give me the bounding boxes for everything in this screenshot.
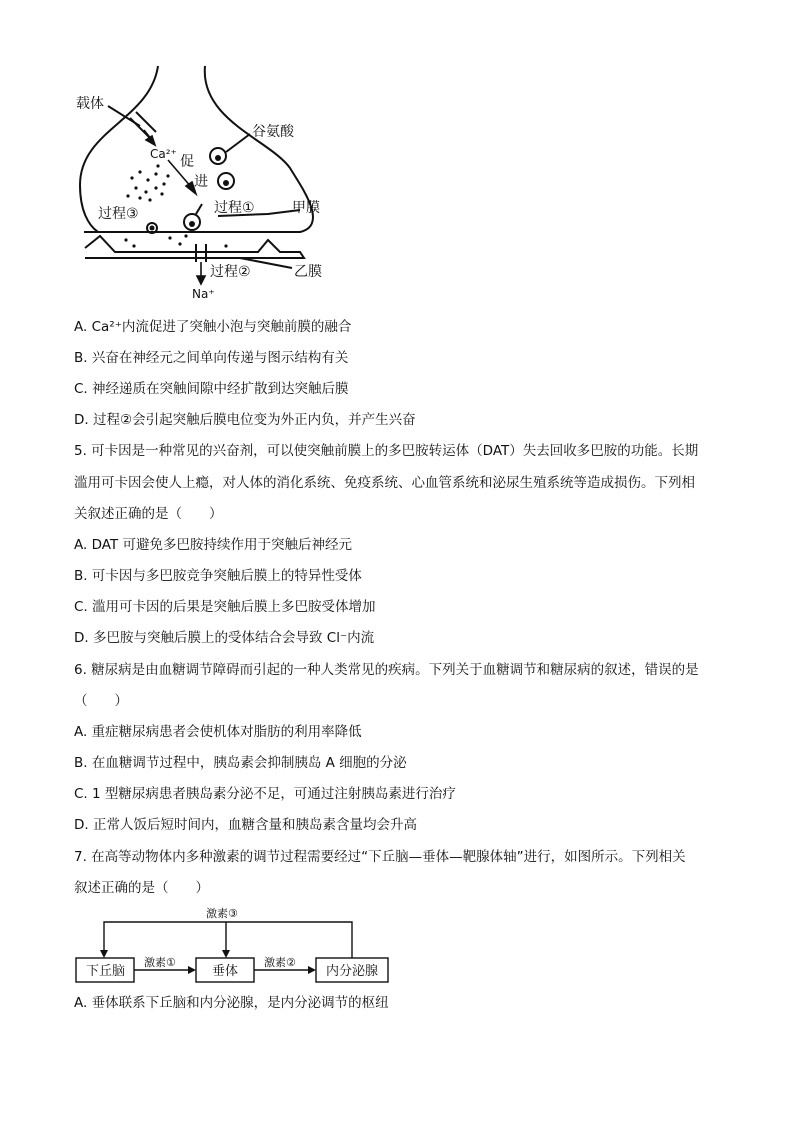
label-membrane-b: 乙膜 [294,264,322,280]
q4-option-b: B. 兴奋在神经元之间单向传递与图示结构有关 [74,350,349,366]
q6-stem-2: （ ） [74,693,128,709]
label-ca: Ca²⁺ [150,147,177,161]
q6-stem-1: 6. 糖尿病是由血糖调节障碍而引起的一种人类常见的疾病。下列关于血糖调节和糖尿病的叙述，错误的是 [74,662,699,678]
label-carrier: 载体 [76,96,104,112]
q7-option-a: A. 垂体联系下丘脑和内分泌腺，是内分泌调节的枢纽 [74,995,389,1011]
label-process3: 过程③ [98,206,139,222]
box-hypothalamus: 下丘脑 [86,964,126,979]
q5-stem-1: 5. 可卡因是一种常见的兴奋剂，可以使突触前膜上的多巴胺转运体（DAT）失去回收多巴胺的功能。长期 [74,443,699,459]
q4-option-d: D. 过程②会引起突触后膜电位变为外正内负，并产生兴奋 [74,412,416,428]
q7-stem-2: 叙述正确的是（ ） [74,880,209,896]
box-pituitary: 垂体 [212,964,239,979]
label-hormone-3: 激素③ [206,907,238,920]
label-hormone-2: 激素② [264,956,296,969]
label-na: Na⁺ [192,287,215,301]
label-process2: 过程② [210,264,251,280]
box-endocrine-gland: 内分泌腺 [326,964,379,979]
label-promote-2: 进 [194,174,208,190]
q6-option-d: D. 正常人饭后短时间内，血糖含量和胰岛素含量均会升高 [74,817,417,833]
q6-option-b: B. 在血糖调节过程中，胰岛素会抑制胰岛 A 细胞的分泌 [74,755,407,771]
q5-option-a: A. DAT 可避免多巴胺持续作用于突触后神经元 [74,537,352,553]
q4-option-c: C. 神经递质在突触间隙中经扩散到达突触后膜 [74,381,349,397]
label-hormone-1: 激素① [144,956,176,969]
label-process1: 过程① [214,200,255,216]
q5-option-b: B. 可卡因与多巴胺竞争突触后膜上的特异性受体 [74,568,362,584]
q5-option-d: D. 多巴胺与突触后膜上的受体结合会导致 Cl⁻内流 [74,630,375,646]
q5-stem-2: 滥用可卡因会使人上瘾，对人体的消化系统、免疫系统、心血管系统和泌尿生殖系统等造成损伤。下列相 [74,475,695,491]
q6-option-c: C. 1 型糖尿病患者胰岛素分泌不足，可通过注射胰岛素进行治疗 [74,786,456,802]
q7-stem-1: 7. 在高等动物体内多种激素的调节过程需要经过“下丘脑—垂体—靶腺体轴”进行，如图所示。下列相关 [74,849,686,865]
label-glutamate: 谷氨酸 [252,124,294,140]
label-membrane-a: 甲膜 [292,200,320,216]
q5-stem-3: 关叙述正确的是（ ） [74,506,223,522]
label-promote-1: 促 [180,154,194,170]
q6-option-a: A. 重症糖尿病患者会使机体对脂肪的利用率降低 [74,724,362,740]
q4-option-a: A. Ca²⁺内流促进了突触小泡与突触前膜的融合 [74,319,352,335]
q5-option-c: C. 滥用可卡因的后果是突触后膜上多巴胺受体增加 [74,599,376,615]
